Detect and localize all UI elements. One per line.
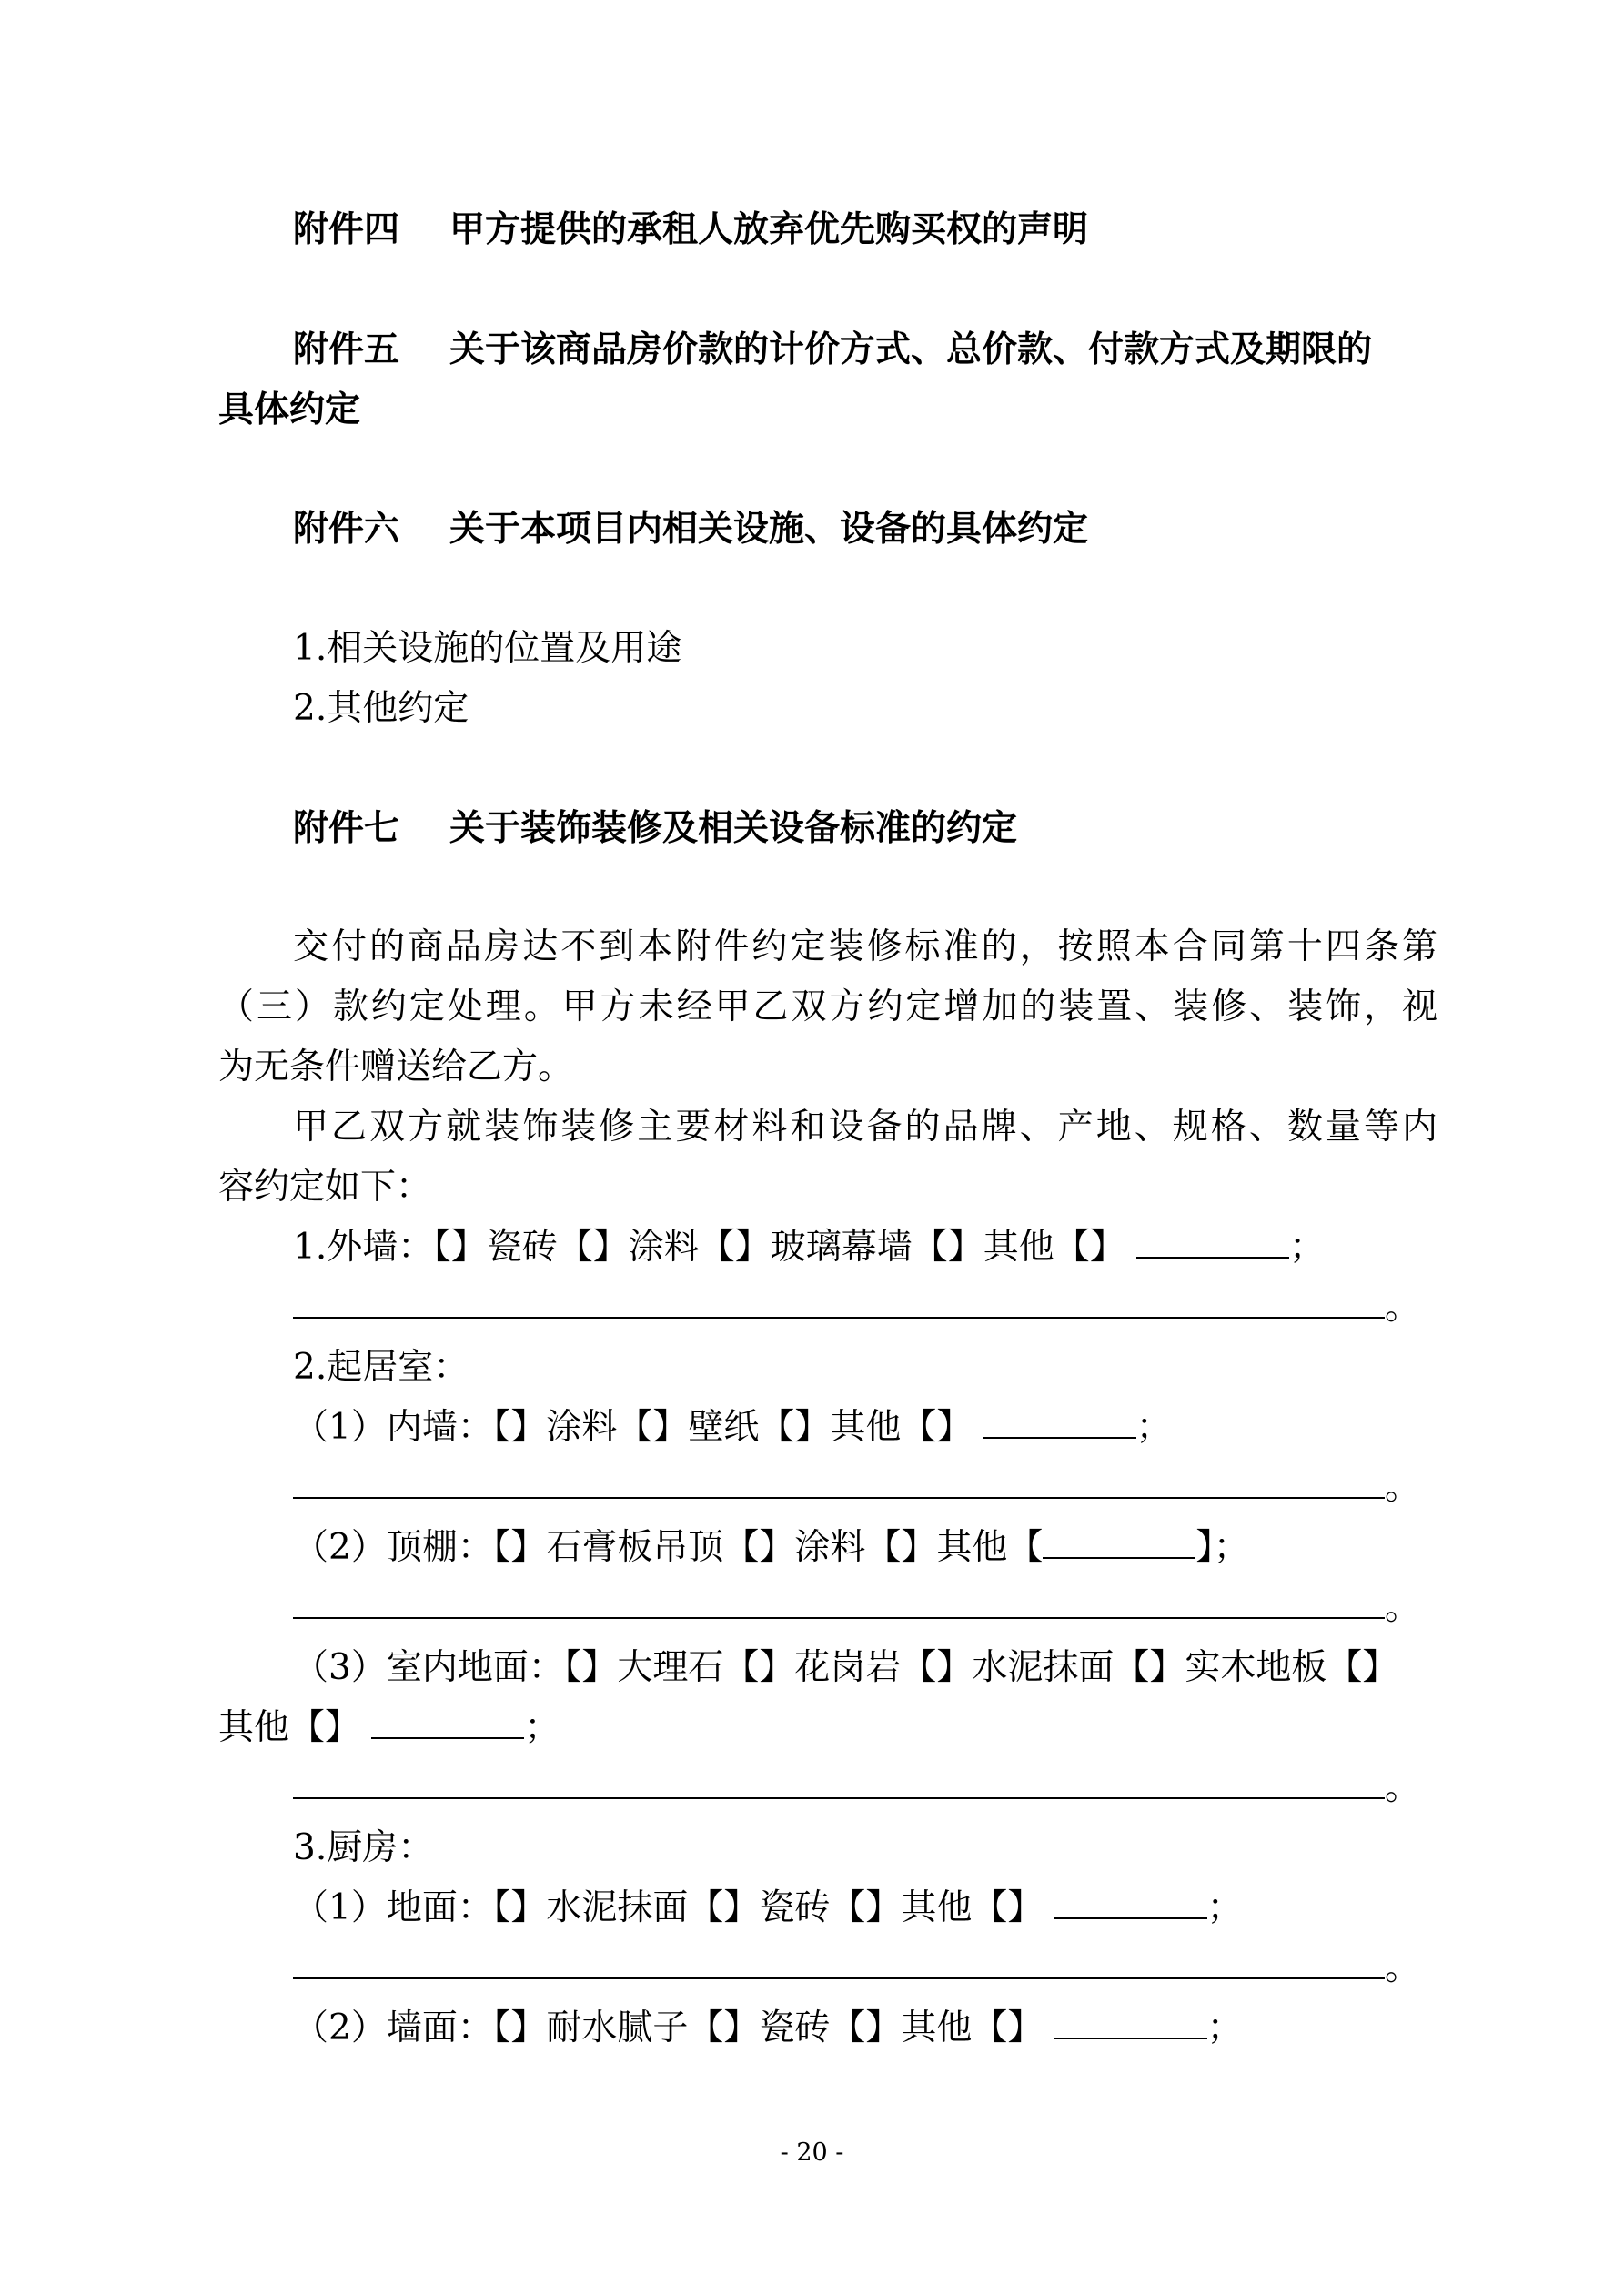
inner-wall-options: （1）内墙：【】涂料【】壁纸【】其他【】 — [293, 1407, 973, 1448]
kitchen-heading: 3.厨房： — [293, 1827, 434, 1868]
floor-other-blank[interactable] — [371, 1704, 524, 1739]
floor-other-label: 其他【】 — [218, 1707, 361, 1748]
appendix-7-heading — [293, 804, 1437, 852]
kitchen-wall-row — [293, 2005, 1437, 2052]
inner-wall-other-blank[interactable] — [983, 1404, 1136, 1439]
floor-period: 。 — [1385, 1767, 1421, 1808]
exterior-wall-semicolon: ； — [1289, 1227, 1326, 1268]
kitchen-wall-semicolon: ； — [1206, 2008, 1243, 2048]
appendix-7-para1-line1: 交付的商品房达不到本附件约定装修标准的，按照本合同第十四条第 — [293, 926, 1437, 967]
kitchen-floor-detail-row — [293, 1945, 1439, 1992]
appendix-5-label: 附件五 — [293, 329, 400, 370]
floor-row-1: （3）室内地面：【】大理石【】花岗岩【】水泥抹面【】实木地板【】 — [293, 1647, 1398, 1688]
appendix-6-heading — [293, 505, 1437, 552]
kitchen-floor-period: 。 — [1385, 1947, 1421, 1988]
floor-row-2 — [218, 1704, 1437, 1752]
exterior-wall-row — [293, 1224, 1437, 1271]
ceiling-detail-blank[interactable] — [293, 1584, 1385, 1619]
appendix-5-title-cont: 具体约定 — [218, 389, 361, 430]
appendix-7-para2-line1: 甲乙双方就装饰装修主要材料和设备的品牌、产地、规格、数量等内 — [293, 1107, 1437, 1148]
ceiling-row — [293, 1524, 1437, 1572]
page-number: - 20 - — [780, 2139, 844, 2167]
kitchen-wall-options: （2）墙面：【】耐水腻子【】瓷砖【】其他【】 — [293, 2008, 1044, 2048]
kitchen-wall-other-blank[interactable] — [1054, 2005, 1207, 2039]
appendix-6-title: 关于本项目内相关设施、设备的具体约定 — [449, 508, 1089, 550]
kitchen-floor-other-blank[interactable] — [1054, 1885, 1207, 1919]
floor-detail-blank[interactable] — [293, 1765, 1385, 1799]
appendix-4-title: 甲方提供的承租人放弃优先购买权的声明 — [449, 208, 1089, 250]
appendix-5-title: 关于该商品房价款的计价方式、总价款、付款方式及期限的 — [449, 329, 1373, 370]
inner-wall-period: 。 — [1385, 1467, 1421, 1508]
inner-wall-detail-blank[interactable] — [293, 1464, 1385, 1499]
kitchen-floor-row — [293, 1885, 1437, 1932]
ceiling-other-blank[interactable] — [1043, 1524, 1195, 1559]
inner-wall-detail-row — [293, 1464, 1439, 1512]
appendix-6-item-1: 1.相关设施的位置及用途 — [293, 628, 682, 669]
ceiling-period: 。 — [1385, 1587, 1421, 1628]
appendix-6-item-2: 2.其他约定 — [293, 688, 469, 729]
appendix-7-para1-line3: 为无条件赠送给乙方。 — [218, 1047, 574, 1087]
ceiling-detail-row — [293, 1584, 1439, 1632]
inner-wall-semicolon: ； — [1135, 1407, 1172, 1448]
exterior-wall-detail-blank[interactable] — [293, 1284, 1385, 1319]
exterior-wall-options: 1.外墙：【】瓷砖【】涂料【】玻璃幕墙【】其他【】 — [293, 1227, 1125, 1268]
kitchen-floor-detail-blank[interactable] — [293, 1945, 1385, 1979]
appendix-5-heading — [293, 326, 1437, 373]
appendix-7-label: 附件七 — [293, 807, 400, 849]
exterior-wall-period: 。 — [1385, 1287, 1421, 1328]
appendix-7-title: 关于装饰装修及相关设备标准的约定 — [449, 807, 1018, 849]
exterior-wall-other-blank[interactable] — [1136, 1224, 1289, 1259]
appendix-7-para1-line2: （三）款约定处理。甲方未经甲乙双方约定增加的装置、装修、装饰，视 — [218, 986, 1437, 1027]
floor-detail-row — [293, 1765, 1439, 1812]
kitchen-floor-options: （1）地面：【】水泥抹面【】瓷砖【】其他【】 — [293, 1887, 1044, 1928]
inner-wall-row — [293, 1404, 1437, 1451]
living-room-heading: 2.起居室： — [293, 1347, 469, 1388]
ceiling-options: （2）顶棚：【】石膏板吊顶【】涂料【】其他【 — [293, 1527, 1044, 1568]
appendix-6-label: 附件六 — [293, 508, 400, 550]
appendix-4-heading — [293, 206, 1437, 253]
floor-semicolon: ； — [524, 1707, 560, 1748]
appendix-7-para2-line2: 容约定如下： — [218, 1167, 432, 1208]
appendix-4-label: 附件四 — [293, 208, 400, 250]
ceiling-close: 】； — [1195, 1527, 1249, 1568]
exterior-wall-detail-row — [293, 1284, 1439, 1331]
kitchen-floor-semicolon: ； — [1206, 1887, 1243, 1928]
